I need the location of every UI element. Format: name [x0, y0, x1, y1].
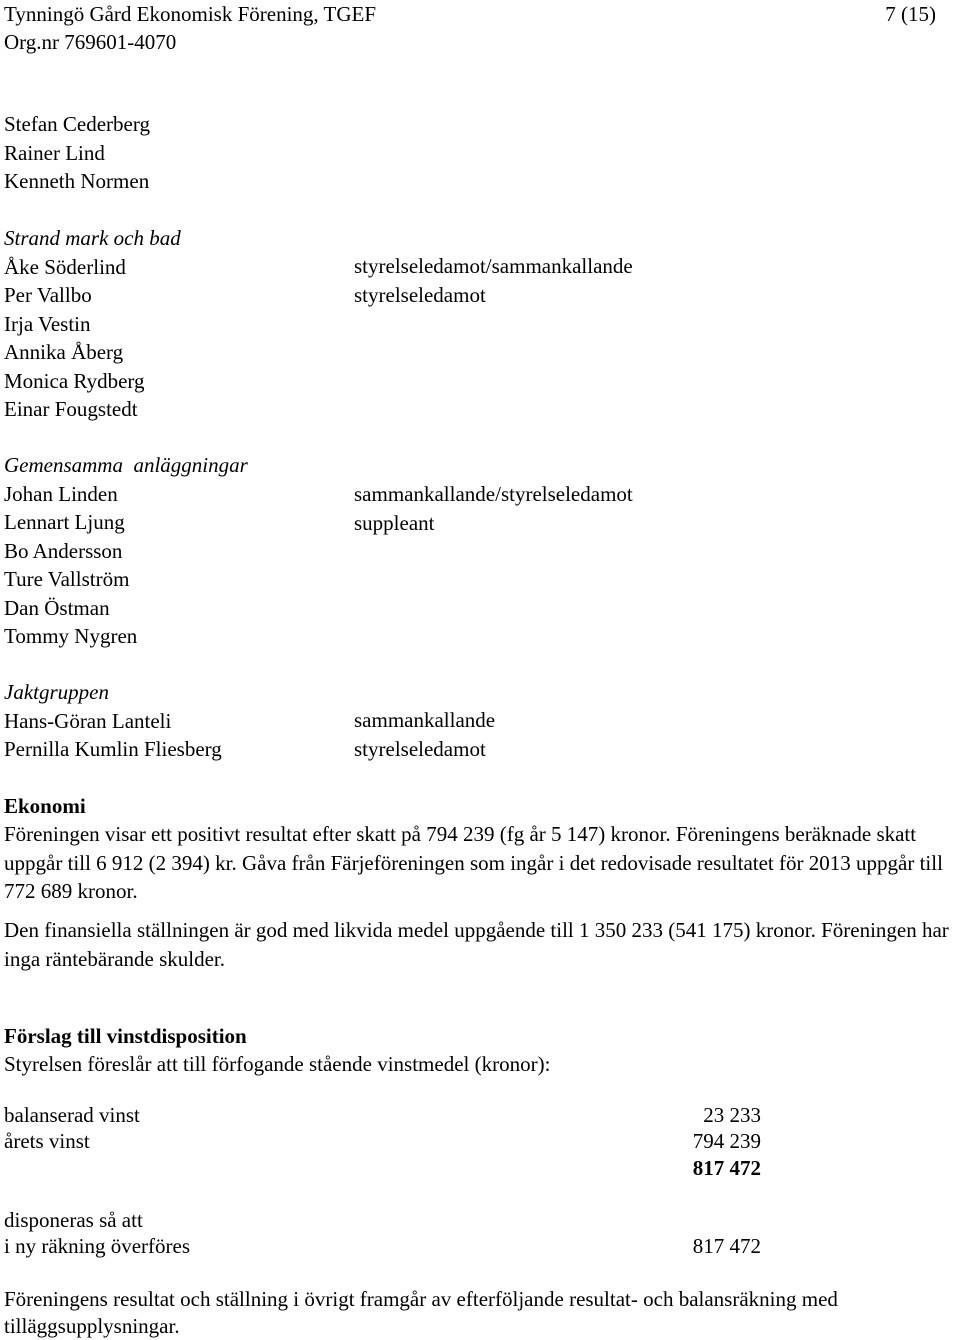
member-role: suppleant — [354, 510, 435, 535]
vinst-intro: Styrelsen föreslår att till förfogande stående vinstmedel (kronor): — [4, 1052, 551, 1076]
balanserad-vinst-label: balanserad vinst — [4, 1103, 140, 1127]
total-value: 817 472 — [692, 1155, 761, 1180]
group-gemensamma — [4, 451, 248, 651]
member-role: styrelseledamot — [354, 736, 486, 761]
member-name: Annika Åberg — [4, 340, 124, 364]
group-strand-roles — [354, 252, 633, 309]
member-role: styrelseledamot/sammankallande — [354, 254, 633, 278]
member-name: Tommy Nygren — [4, 624, 138, 648]
group-jakt-roles — [354, 706, 495, 763]
ekonomi-paragraph-finance: Den finansiella ställningen är god med likvida medel uppgående till 1 350 233 (541 175) kronor. Föreningen har inga räntebärande skulder. — [4, 918, 949, 971]
group-jakt — [4, 678, 222, 764]
member-name: Stefan Cederberg — [4, 112, 150, 136]
arets-vinst-value: 794 239 — [692, 1129, 761, 1154]
balanserad-vinst-value: 23 233 — [703, 1103, 761, 1127]
member-name: Irja Vestin — [4, 311, 91, 336]
closing-paragraph: Föreningens resultat och ställning i övrigt framgår av efterföljande resultat- och balansräkning med tilläggsupplysningar. — [4, 1287, 838, 1338]
member-role: styrelseledamot — [354, 282, 486, 307]
member-name: Per Vallbo — [4, 283, 92, 307]
disponeras-label: disponeras så att — [4, 1208, 143, 1232]
member-name: Lennart Ljung — [4, 510, 125, 534]
member-name: Kenneth Normen — [4, 169, 150, 193]
member-name: Dan Östman — [4, 595, 110, 620]
page-number: 7 (15) — [885, 2, 936, 26]
member-name: Ture Vallström — [4, 567, 130, 591]
section-heading-vinstdisposition: Förslag till vinstdisposition — [4, 1024, 247, 1048]
section-heading-ekonomi: Ekonomi — [4, 794, 86, 818]
member-role: sammankallande/styrelseledamot — [354, 482, 633, 506]
member-name: Hans-Göran Lanteli — [4, 708, 172, 733]
member-role: sammankallande — [354, 708, 496, 732]
group-strand — [4, 224, 181, 424]
top-names-list — [4, 110, 150, 196]
ekonomi-paragraph-result: Föreningen visar ett positivt resultat efter skatt på 794 239 (fg år 5 147) kronor. Föreningens beräknade skatt uppgår till 6 912 (2 394) kr. Gåva från Färjeföreningen som ingår i det redovisade resultatet för 2013 uppgår till 772 689 kronor. — [4, 822, 943, 903]
member-name: Åke Söderlind — [4, 254, 126, 279]
group-gemensamma-roles — [354, 480, 633, 537]
group-heading: Gemensamma anläggningar — [4, 453, 248, 477]
member-name: Einar Fougstedt — [4, 397, 138, 421]
member-name: Monica Rydberg — [4, 368, 145, 393]
member-name: Rainer Lind — [4, 140, 105, 165]
vinst-amounts — [693, 1102, 761, 1181]
document-header-title: Tynningö Gård Ekonomisk Förening, TGEF — [4, 2, 377, 26]
group-heading: Strand mark och bad — [4, 226, 181, 250]
member-name: Pernilla Kumlin Fliesberg — [4, 737, 222, 761]
group-heading: Jaktgruppen — [4, 680, 109, 704]
overfores-label: i ny räkning överföres — [4, 1234, 191, 1259]
disposition-amounts — [693, 1233, 761, 1259]
org-number: Org.nr 769601-4070 — [4, 30, 177, 54]
member-name: Bo Andersson — [4, 538, 123, 563]
overfores-value: 817 472 — [692, 1234, 761, 1258]
arets-vinst-label: årets vinst — [4, 1129, 90, 1154]
member-name: Johan Linden — [4, 481, 118, 506]
disposition-labels — [4, 1207, 190, 1260]
vinst-labels — [4, 1102, 140, 1155]
